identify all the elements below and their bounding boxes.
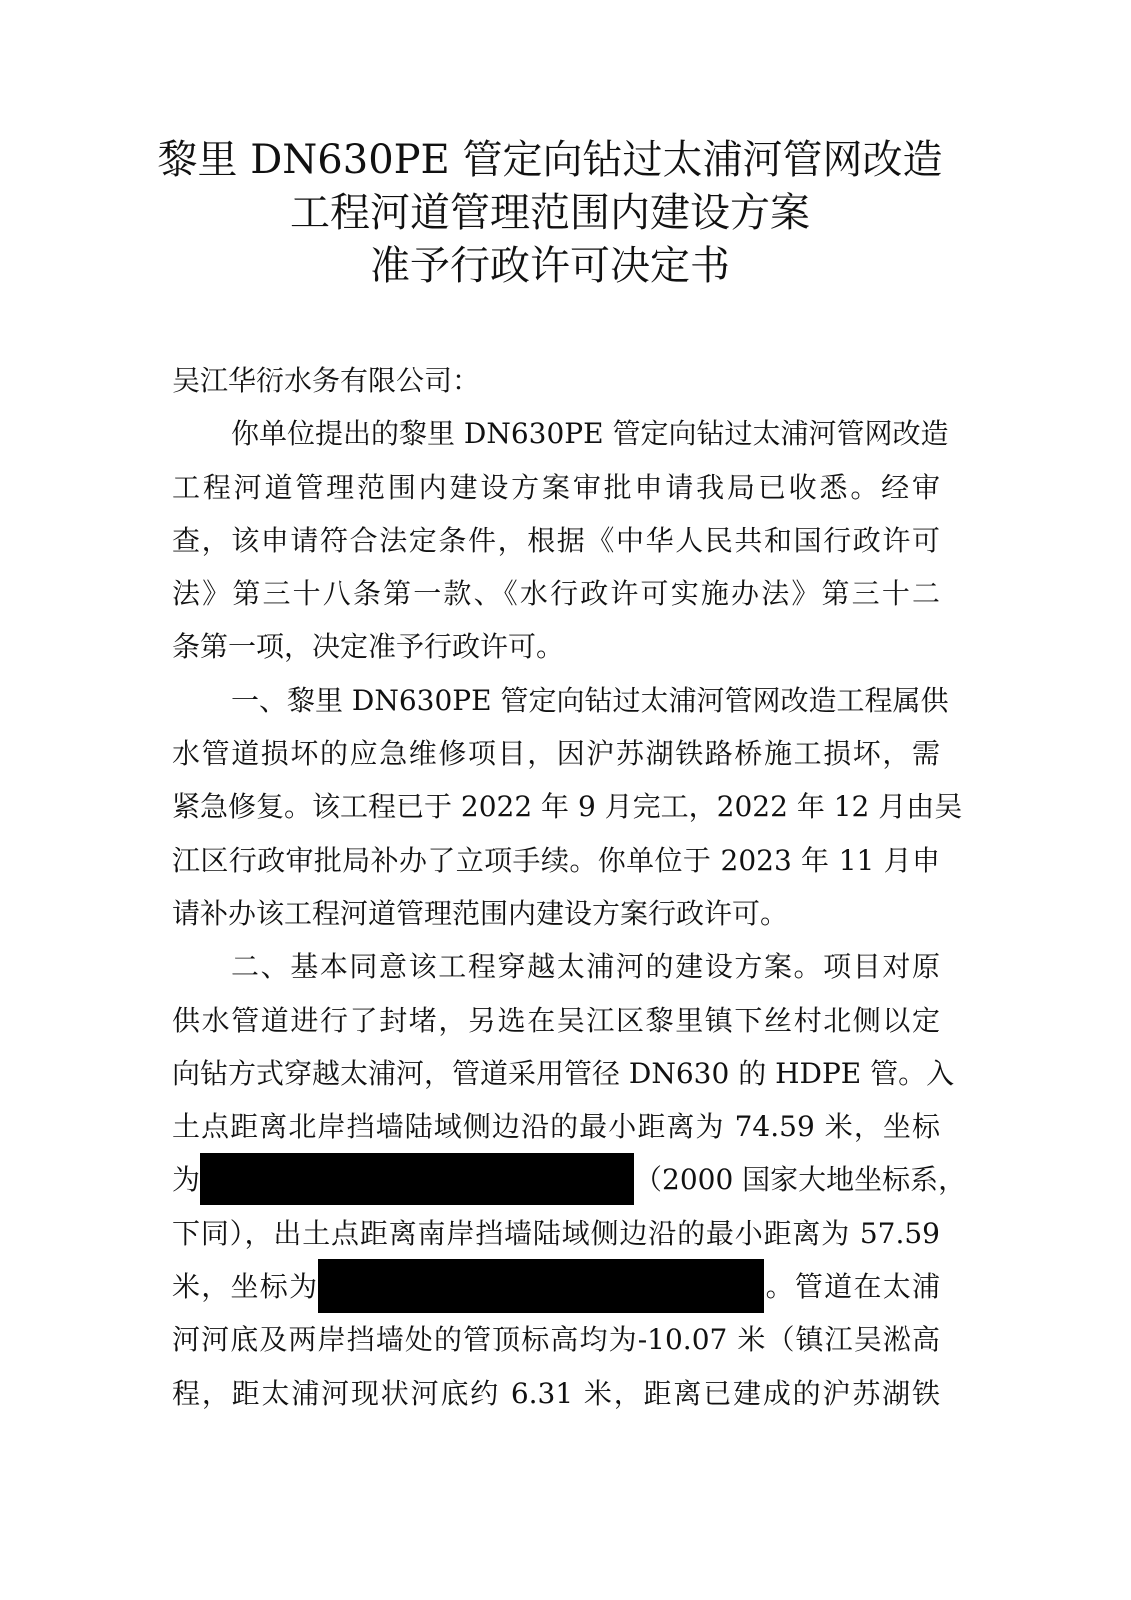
paragraph-one-line: 请补办该工程河道管理范围内建设方案行政许可。 [172,896,789,930]
paragraph-intro-line: 条第一项，决定准予行政许可。 [172,630,565,664]
paragraph-intro-line: 你单位提出的黎里 DN630PE 管定向钻过太浦河管网改造 [231,417,949,451]
redaction-box-south-coordinates [318,1259,764,1313]
paragraph-two-line: 下同），出土点距离南岸挡墙陆域侧边沿的最小距离为 57.59 [172,1216,940,1250]
paragraph-two-line: 供水管道进行了封堵，另选在吴江区黎里镇下丝村北侧以定 [172,1003,940,1037]
redacted-prefix: 米，坐标为 [172,1270,319,1304]
paragraph-two-line: 土点距离北岸挡墙陆域侧边沿的最小距离为 74.59 米，坐标 [172,1110,940,1144]
paragraph-two-line: 河河底及两岸挡墙处的管顶标高均为-10.07 米（镇江吴淞高 [172,1323,940,1357]
document-title [150,134,950,293]
redaction-box-north-coordinates [200,1153,634,1205]
paragraph-intro-line: 法》第三十八条第一款、《水行政许可实施办法》第三十二 [172,577,940,611]
redacted-suffix: 。管道在太浦 [764,1270,940,1304]
document-body [172,354,967,1420]
paragraph-intro-line: 工程河道管理范围内建设方案审批申请我局已收悉。经审 [172,470,940,504]
paragraph-two-line: 向钻方式穿越太浦河，管道采用管径 DN630 的 HDPE 管。入 [172,1056,955,1090]
paragraph-one-line: 紧急修复。该工程已于 2022 年 9 月完工，2022 年 12 月由吴 [172,790,963,824]
redacted-prefix: 为 [172,1163,201,1197]
title-line-2: 工程河道管理范围内建设方案 [290,190,810,236]
paragraph-one-line: 水管道损坏的应急维修项目，因沪苏湖铁路桥施工损坏，需 [172,737,940,771]
paragraph-two-redacted-line-1 [172,1153,967,1206]
paragraph-one-line: 一、黎里 DN630PE 管定向钻过太浦河管网改造工程属供 [231,683,949,717]
paragraph-intro-line: 查，该申请符合法定条件，根据《中华人民共和国行政许可 [172,523,940,557]
paragraph-two-line: 程，距太浦河现状河底约 6.31 米，距离已建成的沪苏湖铁 [172,1376,940,1410]
title-line-3: 准予行政许可决定书 [370,243,730,289]
addressee: 吴江华衍水务有限公司： [172,364,481,397]
paragraph-two-line: 二、基本同意该工程穿越太浦河的建设方案。项目对原 [231,950,940,984]
redacted-suffix: （2000 国家大地坐标系， [634,1163,967,1197]
paragraph-one-line: 江区行政审批局补办了立项手续。你单位于 2023 年 11 月申 [172,843,940,877]
paragraph-two-redacted-line-2 [172,1260,940,1313]
title-line-1: 黎里 DN630PE 管定向钻过太浦河管网改造 [157,137,943,183]
